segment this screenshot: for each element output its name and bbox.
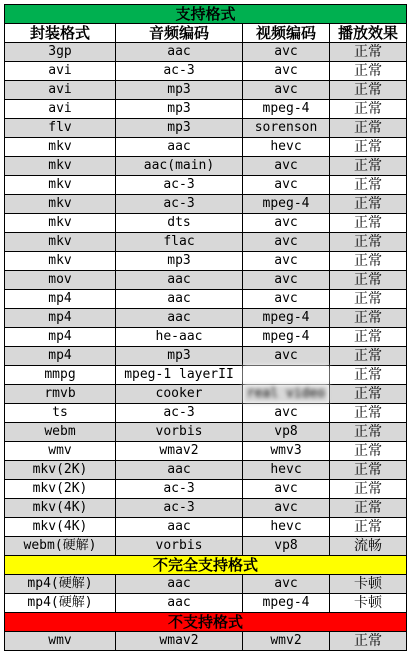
- cell-video-codec: wmv2: [243, 632, 330, 651]
- cell-audio-codec: aac(main): [116, 157, 243, 176]
- cell-playback: 正常: [330, 119, 407, 138]
- cell-video-codec: avc: [243, 480, 330, 499]
- table-row: [5, 290, 407, 309]
- table-body: [5, 5, 407, 651]
- table-row: [5, 594, 407, 613]
- cell-playback: 正常: [330, 290, 407, 309]
- table-row: [5, 195, 407, 214]
- cell-video-codec: avc: [243, 157, 330, 176]
- cell-playback: 正常: [330, 328, 407, 347]
- cell-playback: 正常: [330, 252, 407, 271]
- cell-video-codec: avc: [243, 404, 330, 423]
- cell-audio-codec: wmav2: [116, 442, 243, 461]
- cell-playback: 正常: [330, 81, 407, 100]
- table-row: [5, 62, 407, 81]
- cell-playback: 正常: [330, 632, 407, 651]
- cell-container: wmv: [5, 442, 116, 461]
- cell-audio-codec: aac: [116, 309, 243, 328]
- table-row: [5, 271, 407, 290]
- cell-playback: 正常: [330, 499, 407, 518]
- cell-playback: 正常: [330, 480, 407, 499]
- table-row: [5, 157, 407, 176]
- cell-video-codec: avc: [243, 43, 330, 62]
- section-title-partially-supported: 不完全支持格式: [5, 556, 407, 575]
- cell-playback: 正常: [330, 157, 407, 176]
- cell-playback: 正常: [330, 385, 407, 404]
- column-header-audio-codec: 音频编码: [116, 24, 243, 43]
- cell-video-codec: mpeg-4: [243, 594, 330, 613]
- cell-audio-codec: mp3: [116, 100, 243, 119]
- table-row: [5, 366, 407, 385]
- cell-video-codec: vp8: [243, 423, 330, 442]
- table-row: [5, 575, 407, 594]
- table-row: [5, 233, 407, 252]
- cell-playback: 正常: [330, 138, 407, 157]
- column-header-container: 封装格式: [5, 24, 116, 43]
- cell-container: mp4: [5, 290, 116, 309]
- cell-audio-codec: aac: [116, 575, 243, 594]
- cell-container: mp4(硬解): [5, 575, 116, 594]
- cell-container: mkv(2K): [5, 480, 116, 499]
- cell-audio-codec: aac: [116, 461, 243, 480]
- cell-audio-codec: ac-3: [116, 195, 243, 214]
- cell-playback: 正常: [330, 309, 407, 328]
- section-title-row-partially-supported: [5, 556, 407, 575]
- cell-audio-codec: ac-3: [116, 62, 243, 81]
- cell-audio-codec: ac-3: [116, 404, 243, 423]
- table-row: [5, 43, 407, 62]
- cell-video-codec: avc: [243, 290, 330, 309]
- cell-playback: 正常: [330, 423, 407, 442]
- section-title-unsupported: 不支持格式: [5, 613, 407, 632]
- cell-playback: 正常: [330, 366, 407, 385]
- table-row: [5, 480, 407, 499]
- cell-audio-codec: aac: [116, 43, 243, 62]
- cell-video-codec: [243, 366, 330, 385]
- cell-audio-codec: mp3: [116, 252, 243, 271]
- table-row: [5, 328, 407, 347]
- cell-playback: 卡顿: [330, 575, 407, 594]
- cell-video-codec: avc: [243, 271, 330, 290]
- cell-audio-codec: aac: [116, 594, 243, 613]
- section-title-row-supported: [5, 5, 407, 24]
- cell-container: mkv: [5, 157, 116, 176]
- cell-audio-codec: mp3: [116, 81, 243, 100]
- cell-container: mkv: [5, 176, 116, 195]
- cell-video-codec: avc: [243, 252, 330, 271]
- cell-container: mkv: [5, 233, 116, 252]
- cell-container: mkv: [5, 214, 116, 233]
- table-row: [5, 461, 407, 480]
- cell-video-codec: avc: [243, 347, 330, 366]
- cell-audio-codec: cooker: [116, 385, 243, 404]
- cell-audio-codec: dts: [116, 214, 243, 233]
- cell-audio-codec: mp3: [116, 347, 243, 366]
- cell-container: flv: [5, 119, 116, 138]
- table-row: [5, 309, 407, 328]
- table-row: [5, 119, 407, 138]
- cell-video-codec: wmv3: [243, 442, 330, 461]
- cell-video-codec: hevc: [243, 138, 330, 157]
- table-row: [5, 138, 407, 157]
- cell-audio-codec: aac: [116, 518, 243, 537]
- table-row: [5, 385, 407, 404]
- table-row: [5, 632, 407, 651]
- cell-video-codec: avc: [243, 233, 330, 252]
- cell-playback: 正常: [330, 271, 407, 290]
- cell-audio-codec: ac-3: [116, 480, 243, 499]
- cell-playback: 流畅: [330, 537, 407, 556]
- cell-video-codec: sorenson: [243, 119, 330, 138]
- table-row: [5, 404, 407, 423]
- cell-container: mp4(硬解): [5, 594, 116, 613]
- cell-playback: 正常: [330, 100, 407, 119]
- cell-container: webm(硬解): [5, 537, 116, 556]
- cell-audio-codec: vorbis: [116, 537, 243, 556]
- table-row: [5, 347, 407, 366]
- cell-container: mkv(4K): [5, 499, 116, 518]
- cell-playback: 正常: [330, 347, 407, 366]
- cell-playback: 正常: [330, 461, 407, 480]
- cell-video-codec: avc: [243, 81, 330, 100]
- cell-playback: 正常: [330, 43, 407, 62]
- cell-container: mkv: [5, 195, 116, 214]
- cell-video-codec: mpeg-4: [243, 309, 330, 328]
- cell-container: avi: [5, 81, 116, 100]
- cell-playback: 正常: [330, 195, 407, 214]
- cell-playback: 正常: [330, 214, 407, 233]
- cell-playback: 正常: [330, 442, 407, 461]
- table-row: [5, 214, 407, 233]
- cell-video-codec: vp8: [243, 537, 330, 556]
- cell-playback: 正常: [330, 233, 407, 252]
- cell-audio-codec: ac-3: [116, 176, 243, 195]
- cell-video-codec: real video: [243, 385, 330, 404]
- cell-container: wmv: [5, 632, 116, 651]
- cell-playback: 正常: [330, 404, 407, 423]
- cell-container: mkv: [5, 138, 116, 157]
- cell-container: mkv: [5, 252, 116, 271]
- cell-video-codec: avc: [243, 176, 330, 195]
- table-row: [5, 499, 407, 518]
- cell-container: 3gp: [5, 43, 116, 62]
- cell-video-codec: avc: [243, 214, 330, 233]
- cell-audio-codec: aac: [116, 138, 243, 157]
- cell-container: mmpg: [5, 366, 116, 385]
- cell-container: webm: [5, 423, 116, 442]
- cell-container: mp4: [5, 328, 116, 347]
- table-row: [5, 442, 407, 461]
- cell-container: mkv(4K): [5, 518, 116, 537]
- cell-playback: 正常: [330, 176, 407, 195]
- table-row: [5, 100, 407, 119]
- table-row: [5, 176, 407, 195]
- cell-container: ts: [5, 404, 116, 423]
- cell-audio-codec: mpeg-1 layerII: [116, 366, 243, 385]
- cell-audio-codec: aac: [116, 290, 243, 309]
- cell-audio-codec: mp3: [116, 119, 243, 138]
- cell-playback: 正常: [330, 62, 407, 81]
- cell-container: mov: [5, 271, 116, 290]
- cell-container: mkv(2K): [5, 461, 116, 480]
- cell-playback: 正常: [330, 518, 407, 537]
- cell-video-codec: hevc: [243, 518, 330, 537]
- table-row: [5, 81, 407, 100]
- table-row: [5, 537, 407, 556]
- section-title-supported: 支持格式: [5, 5, 407, 24]
- cell-video-codec: avc: [243, 62, 330, 81]
- cell-audio-codec: flac: [116, 233, 243, 252]
- cell-audio-codec: ac-3: [116, 499, 243, 518]
- cell-container: avi: [5, 100, 116, 119]
- table-row: [5, 252, 407, 271]
- cell-audio-codec: wmav2: [116, 632, 243, 651]
- table-row: [5, 518, 407, 537]
- column-header-video-codec: 视频编码: [243, 24, 330, 43]
- table-row: [5, 423, 407, 442]
- cell-container: avi: [5, 62, 116, 81]
- cell-video-codec: hevc: [243, 461, 330, 480]
- cell-video-codec: mpeg-4: [243, 195, 330, 214]
- cell-container: mp4: [5, 309, 116, 328]
- column-header-playback: 播放效果: [330, 24, 407, 43]
- cell-audio-codec: vorbis: [116, 423, 243, 442]
- header-row: [5, 24, 407, 43]
- cell-audio-codec: he-aac: [116, 328, 243, 347]
- cell-video-codec: mpeg-4: [243, 100, 330, 119]
- cell-playback: 卡顿: [330, 594, 407, 613]
- format-support-table: [4, 4, 406, 651]
- cell-container: rmvb: [5, 385, 116, 404]
- cell-video-codec: avc: [243, 499, 330, 518]
- cell-video-codec: avc: [243, 575, 330, 594]
- section-title-row-unsupported: [5, 613, 407, 632]
- cell-container: mp4: [5, 347, 116, 366]
- cell-video-codec: mpeg-4: [243, 328, 330, 347]
- cell-audio-codec: aac: [116, 271, 243, 290]
